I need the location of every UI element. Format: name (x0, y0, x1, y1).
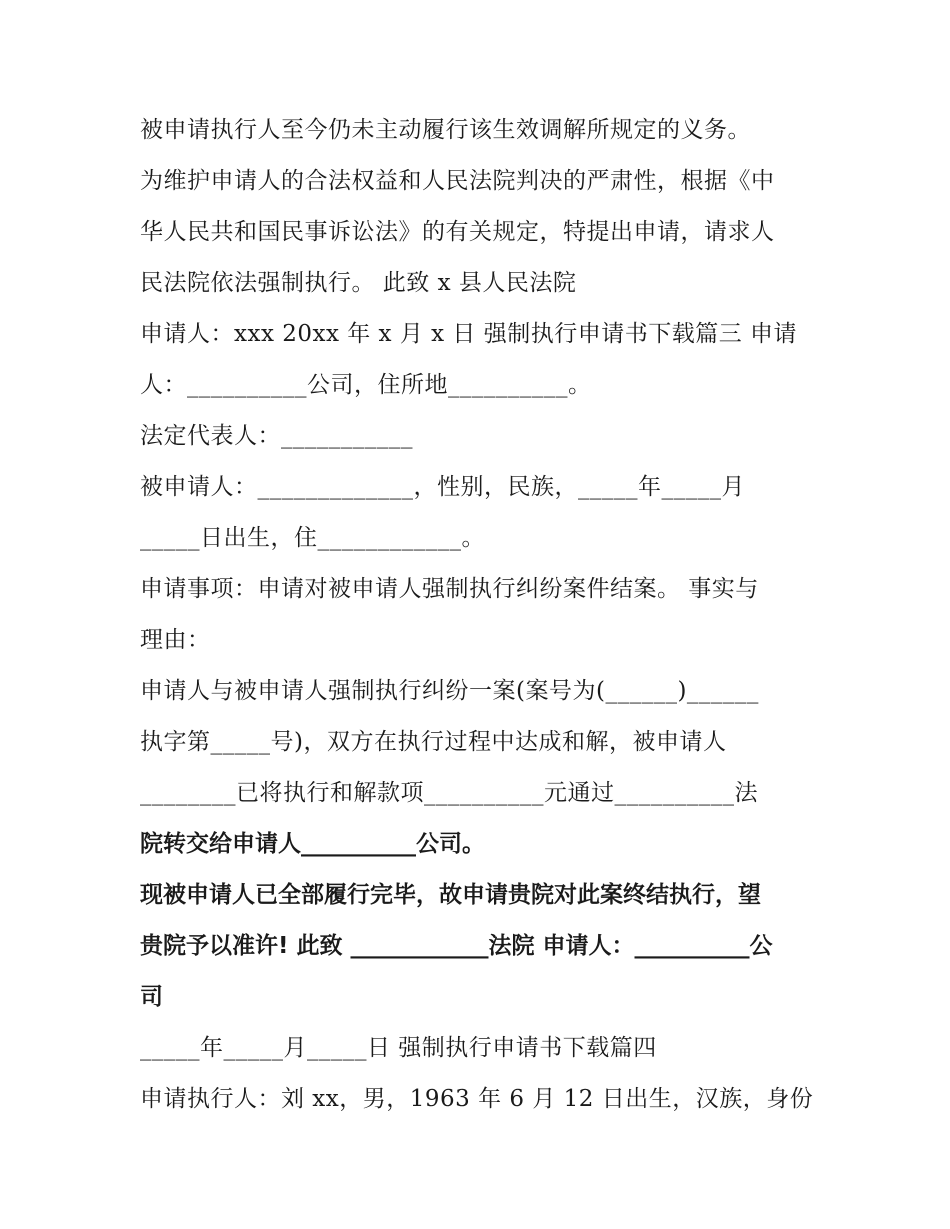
text-line: _____日出生，住____________。 (140, 525, 485, 551)
text-line: 申请人与被申请人强制执行纠纷一案(案号为(______)______ (140, 678, 759, 704)
text-line: 现被申请人已全部履行完毕，故申请贵院对此案终结执行，望 (140, 882, 761, 908)
text-line: 为维护申请人的合法权益和人民法院判决的严肃性，根据《中 (140, 168, 775, 194)
text-line: 华人民共和国民事诉讼法》的有关规定，特提出申请，请求人 (140, 219, 775, 245)
text-line: 执字第_____号)，双方在执行过程中达成和解，被申请人 (140, 729, 727, 755)
text-line: 申请事项：申请对被申请人强制执行纠纷案件结案。 事实与 (140, 576, 759, 602)
text-line: 申请执行人：刘 xx，男，1963 年 6 月 12 日出生，汉族，身份 (140, 1086, 814, 1112)
text-line: 法定代表人：___________ (140, 423, 413, 449)
text-line: 申请人：xxx 20xx 年 x 月 x 日 强制执行申请书下载篇三 申请 (140, 321, 798, 347)
text-line: 被申请执行人至今仍未主动履行该生效调解所规定的义务。 (140, 117, 751, 143)
text-line: 司 (140, 984, 163, 1010)
text-line: 院转交给申请人__________公司。 (140, 831, 485, 857)
text-line: 被申请人：_____________，性别，民族，_____年_____月 (140, 474, 745, 500)
text-line: 人：__________公司，住所地__________。 (140, 372, 592, 398)
text-line: ________已将执行和解款项__________元通过__________法 (140, 780, 758, 806)
text-line: _____年_____月_____日 强制执行申请书下载篇四 (140, 1035, 657, 1061)
text-line: 理由： (140, 627, 211, 653)
text-line: 贵院予以准许! 此致 ____________法院 申请人：__________公 (140, 933, 773, 959)
text-line: 民法院依法强制执行。 此致 x 县人民法院 (140, 270, 577, 296)
